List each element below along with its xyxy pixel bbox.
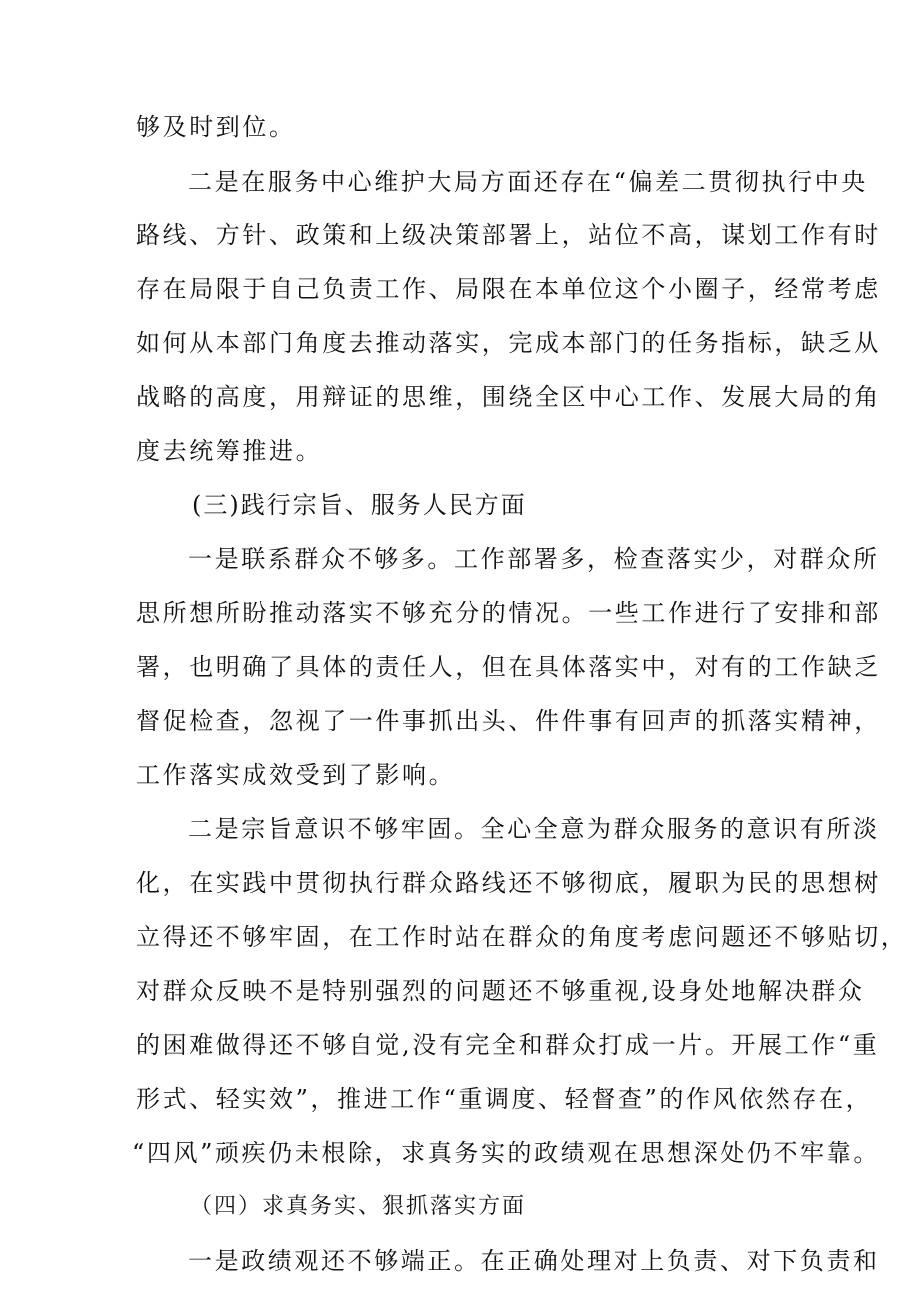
text-line: 督促检查，忽视了一件事抓出头、件件事有回声的抓落实精神，: [136, 707, 881, 735]
text-line: 化，在实践中贯彻执行群众路线还不够彻底，履职为民的思想树: [136, 869, 881, 897]
text-line: 够及时到位。: [136, 113, 296, 141]
section-heading: (三)践行宗旨、服务人民方面: [192, 491, 527, 519]
text-line: 思所想所盼推动落实不够充分的情况。一些工作进行了安排和部: [136, 599, 881, 627]
text-line: 的困难做得还不够自觉,没有完全和群众打成一片。开展工作“重: [136, 1031, 880, 1059]
section-heading: （四）求真务实、狠抓落实方面: [190, 1194, 527, 1219]
text-line: 度去统筹推进。: [136, 437, 323, 465]
text-line: 署，也明确了具体的责任人，但在具体落实中，对有的工作缺乏: [136, 653, 881, 681]
paragraph-first-line: 二是在服务中心维护大局方面还存在“偏差二贯彻执行中央: [188, 168, 868, 196]
text-line: 形式、轻实效”，推进工作“重调度、轻督查”的作风依然存在，: [136, 1085, 873, 1113]
text-line: 工作落实成效受到了影响。: [136, 761, 456, 789]
text-line: 对群众反映不是特别强烈的问题还不够重视,设身处地解决群众: [136, 977, 865, 1005]
text-line: 战略的高度，用辩证的思维，围绕全区中心工作、发展大局的角: [136, 383, 881, 411]
paragraph-first-line: 一是政绩观还不够端正。在正确处理对上负责、对下负责和: [188, 1247, 880, 1275]
text-line: 立得还不够牢固，在工作时站在群众的角度考虑问题还不够贴切，: [136, 923, 908, 951]
text-line: 路线、方针、政策和上级决策部署上，站位不高，谋划工作有时: [136, 221, 881, 249]
paragraph-first-line: 二是宗旨意识不够牢固。全心全意为群众服务的意识有所淡: [188, 815, 880, 843]
paragraph-first-line: 一是联系群众不够多。工作部署多，检查落实少，对群众所: [188, 545, 880, 573]
text-line: 存在局限于自己负责工作、局限在本单位这个小圈子，经常考虑: [136, 275, 881, 303]
text-line: 如何从本部门角度去推动落实，完成本部门的任务指标，缺乏从: [136, 329, 881, 357]
text-line: “四风”顽疾仍未根除，求真务实的政绩观在思想深处仍不牢靠。: [132, 1139, 880, 1167]
